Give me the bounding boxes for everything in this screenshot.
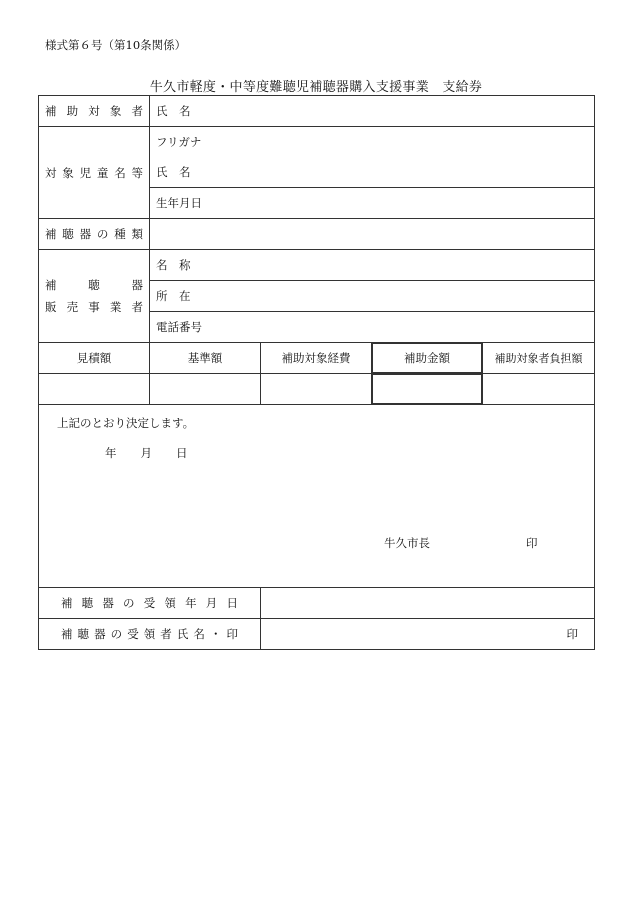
device-type-field[interactable] <box>150 219 595 250</box>
eligible-cost-value[interactable] <box>261 374 372 405</box>
decision-row <box>39 405 595 588</box>
receipt-date-field[interactable] <box>261 588 595 619</box>
furigana-field[interactable] <box>150 127 595 158</box>
estimate-header: 見積額 <box>39 343 150 374</box>
seller-label: 補聴器 販売事業者 <box>39 250 150 343</box>
device-type-row <box>39 219 595 250</box>
standard-value[interactable] <box>150 374 261 405</box>
estimate-value[interactable] <box>39 374 150 405</box>
seller-address-field[interactable] <box>150 281 595 312</box>
document-title: 牛久市軽度・中等度難聴児補聴器購入支援事業 支給券 <box>149 80 483 95</box>
receipt-name-row <box>39 619 595 650</box>
receipt-date-row <box>39 588 595 619</box>
decision-box <box>39 405 595 588</box>
year-label: 年 <box>105 446 117 460</box>
subsidy-amount-value[interactable] <box>372 374 483 405</box>
decision-date <box>105 445 188 461</box>
standard-header: 基準額 <box>150 343 261 374</box>
seller-address-label: 所 在 <box>156 289 191 303</box>
mayor-seal: 印 <box>526 536 538 550</box>
child-name-label: 氏 名 <box>156 165 191 179</box>
receipt-name-field[interactable] <box>261 619 595 650</box>
seller-phone-label: 電話番号 <box>156 320 202 334</box>
self-burden-header: 補助対象者負担額 <box>483 343 595 374</box>
receipt-seal: 印 <box>566 627 578 641</box>
amount-header-row <box>39 343 595 374</box>
device-type-label: 補聴器の種類 <box>39 219 150 250</box>
receipt-name-label: 補聴器の受領者氏名・印 <box>39 619 261 650</box>
child-furigana-row <box>39 127 595 158</box>
self-burden-value[interactable] <box>483 374 595 405</box>
decision-text: 上記のとおり決定します。 <box>57 416 195 430</box>
furigana-label: フリガナ <box>156 135 202 149</box>
day-label: 日 <box>176 446 188 460</box>
form-number: 様式第６号（第10条関係） <box>45 38 187 52</box>
recipient-row <box>39 96 595 127</box>
seller-name-label: 名 称 <box>156 258 191 272</box>
seller-phone-field[interactable] <box>150 312 595 343</box>
seller-name-field[interactable] <box>150 250 595 281</box>
seller-name-row <box>39 250 595 281</box>
recipient-name-field[interactable] <box>150 96 595 127</box>
birthdate-label: 生年月日 <box>156 196 202 210</box>
child-name-field[interactable] <box>150 157 595 188</box>
receipt-date-label: 補聴器の受領年月日 <box>39 588 261 619</box>
birthdate-field[interactable] <box>150 188 595 219</box>
eligible-cost-header: 補助対象経費 <box>261 343 372 374</box>
amount-value-row <box>39 374 595 405</box>
subsidy-amount-header: 補助金額 <box>372 343 483 374</box>
month-label: 月 <box>140 446 152 460</box>
name-label: 氏 名 <box>156 104 191 118</box>
voucher-table <box>38 95 595 650</box>
child-label: 対象児童名等 <box>39 127 150 219</box>
mayor-label: 牛久市長 <box>384 536 430 550</box>
recipient-label: 補助対象者 <box>39 96 150 127</box>
